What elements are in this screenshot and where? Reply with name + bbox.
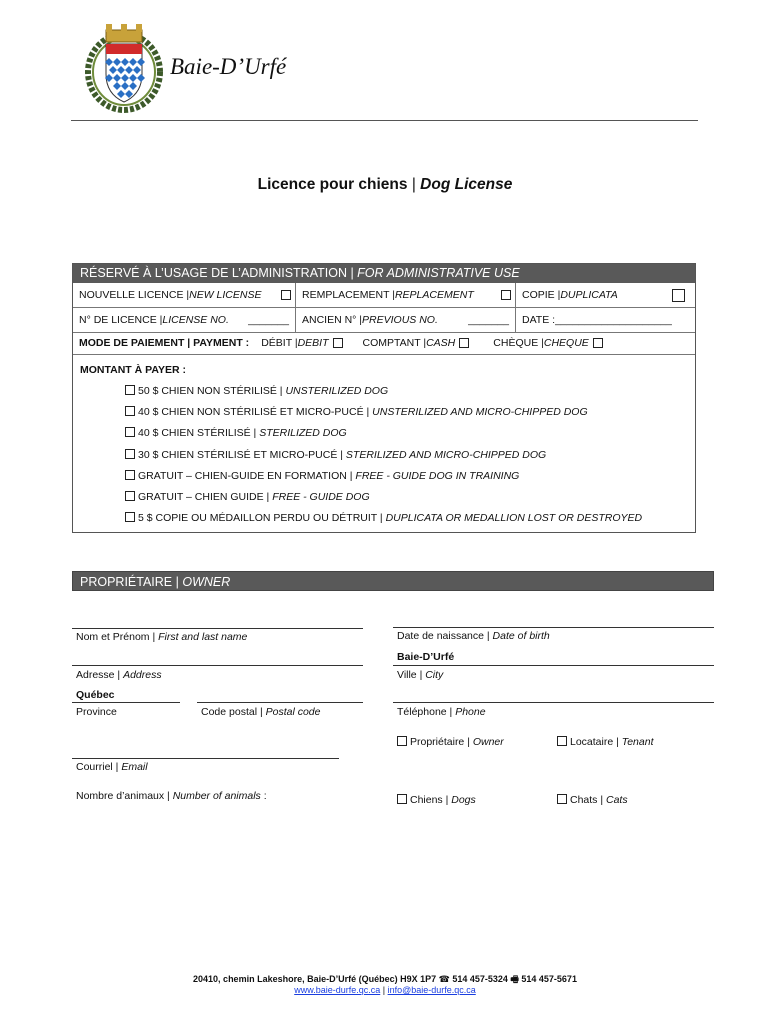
amount-option[interactable]: GRATUIT – CHIEN-GUIDE EN FORMATION | FREE - GUIDE DOG IN TRAINING <box>125 469 642 490</box>
name-input-line[interactable] <box>72 628 363 629</box>
date-field[interactable]: ____________________ <box>555 313 672 326</box>
animals-count-label: Nombre d’animaux | Number of animals : <box>76 790 267 802</box>
amount-option[interactable]: 50 $ CHIEN NON STÉRILISÉ | UNSTERILIZED DOG <box>125 384 642 405</box>
city-input-line[interactable] <box>393 665 714 666</box>
dob-label: Date de naissance | Date of birth <box>397 630 550 642</box>
footer-links: www.baie-durfe.qc.ca | info@baie-durfe.qc.ca <box>294 985 476 995</box>
email-input-line[interactable] <box>72 758 339 759</box>
website-link[interactable]: www.baie-durfe.qc.ca <box>294 985 381 995</box>
previous-number-field[interactable]: _______ <box>468 313 509 326</box>
owner-section-header: PROPRIÉTAIRE | OWNER <box>72 571 714 591</box>
cats-option[interactable]: Chats | Cats <box>557 794 628 806</box>
cheque-checkbox[interactable] <box>593 338 603 348</box>
dogs-checkbox[interactable] <box>397 794 407 804</box>
amount-options <box>125 384 642 532</box>
amount-checkbox[interactable] <box>125 491 135 501</box>
dogs-option[interactable]: Chiens | Dogs <box>397 794 476 806</box>
city-label: Ville | City <box>397 669 444 681</box>
header-divider <box>71 120 698 121</box>
city-value: Baie-D’Urfé <box>397 651 455 663</box>
tenant-option[interactable]: Locataire | Tenant <box>557 736 654 748</box>
new-license-cell: NOUVELLE LICENCE | NEW LICENSE <box>73 283 295 307</box>
amount-option[interactable]: 30 $ CHIEN STÉRILISÉ ET MICRO-PUCÉ | STERILIZED AND MICRO-CHIPPED DOG <box>125 448 642 469</box>
copy-cell: COPIE | DUPLICATA <box>515 283 695 307</box>
amount-checkbox[interactable] <box>125 427 135 437</box>
phone-input-line[interactable] <box>393 702 714 703</box>
amount-checkbox[interactable] <box>125 406 135 416</box>
owner-checkbox[interactable] <box>397 736 407 746</box>
debit-checkbox[interactable] <box>333 338 343 348</box>
town-crest-logo <box>84 22 164 114</box>
replacement-cell: REMPLACEMENT | REPLACEMENT <box>295 283 515 307</box>
email-label: Courriel | Email <box>76 761 148 773</box>
payment-row: MODE DE PAIEMENT | PAYMENT : DÉBIT | DEBIT COMPTANT | CASH CHÈQUE | CHEQUE <box>73 332 695 355</box>
name-label: Nom et Prénom | First and last name <box>76 631 248 643</box>
address-label: Adresse | Address <box>76 669 162 681</box>
license-number-field[interactable]: _______ <box>248 313 289 326</box>
amount-checkbox[interactable] <box>125 385 135 395</box>
province-value: Québec <box>76 689 115 701</box>
amount-option[interactable]: 40 $ CHIEN NON STÉRILISÉ ET MICRO-PUCÉ | UNSTERILIZED AND MICRO-CHIPPED DOG <box>125 405 642 426</box>
date-cell: DATE : ____________________ <box>515 307 695 332</box>
admin-section <box>72 263 696 533</box>
owner-option[interactable]: Propriétaire | Owner <box>397 736 504 748</box>
dob-input-line[interactable] <box>393 627 714 628</box>
payment-label: MODE DE PAIEMENT | PAYMENT : <box>79 337 250 349</box>
amount-option[interactable]: 5 $ COPIE OU MÉDAILLON PERDU OU DÉTRUIT | DUPLICATA OR MEDALLION LOST OR DESTROYED <box>125 511 642 532</box>
email-link[interactable]: info@baie-durfe.qc.ca <box>387 985 476 995</box>
province-label: Province <box>76 706 117 718</box>
admin-section-header: RÉSERVÉ À L’USAGE DE L’ADMINISTRATION | FOR ADMINISTRATIVE USE <box>73 264 695 283</box>
replacement-checkbox[interactable] <box>501 290 511 300</box>
postal-code-input-line[interactable] <box>197 702 363 703</box>
admin-row-numbers <box>73 307 695 333</box>
town-name: Baie-D’Urfé <box>170 54 287 79</box>
duplicata-checkbox[interactable] <box>672 289 685 302</box>
cats-checkbox[interactable] <box>557 794 567 804</box>
amount-checkbox[interactable] <box>125 449 135 459</box>
license-number-cell: N° DE LICENCE | LICENSE NO. _______ <box>79 313 289 326</box>
new-license-checkbox[interactable] <box>281 290 291 300</box>
amount-option[interactable]: 40 $ CHIEN STÉRILISÉ | STERILIZED DOG <box>125 426 642 447</box>
admin-row-license-type <box>73 283 695 308</box>
page-title: Licence pour chiens | Dog License <box>257 176 513 193</box>
phone-label: Téléphone | Phone <box>397 706 486 718</box>
amount-checkbox[interactable] <box>125 512 135 522</box>
address-input-line[interactable] <box>72 665 363 666</box>
province-input-line[interactable] <box>72 702 180 703</box>
amount-title: MONTANT À PAYER : <box>80 364 186 376</box>
cash-checkbox[interactable] <box>459 338 469 348</box>
footer-address: 20410, chemin Lakeshore, Baie-D’Urfé (Québec) H9X 1P7 ☎ 514 457-5324 🖷 514 457-5671 <box>193 974 577 984</box>
amount-checkbox[interactable] <box>125 470 135 480</box>
previous-number-cell: ANCIEN N° | PREVIOUS NO. _______ <box>295 307 515 332</box>
tenant-checkbox[interactable] <box>557 736 567 746</box>
postal-code-label: Code postal | Postal code <box>201 706 321 718</box>
amount-option[interactable]: GRATUIT – CHIEN GUIDE | FREE - GUIDE DOG <box>125 490 642 511</box>
